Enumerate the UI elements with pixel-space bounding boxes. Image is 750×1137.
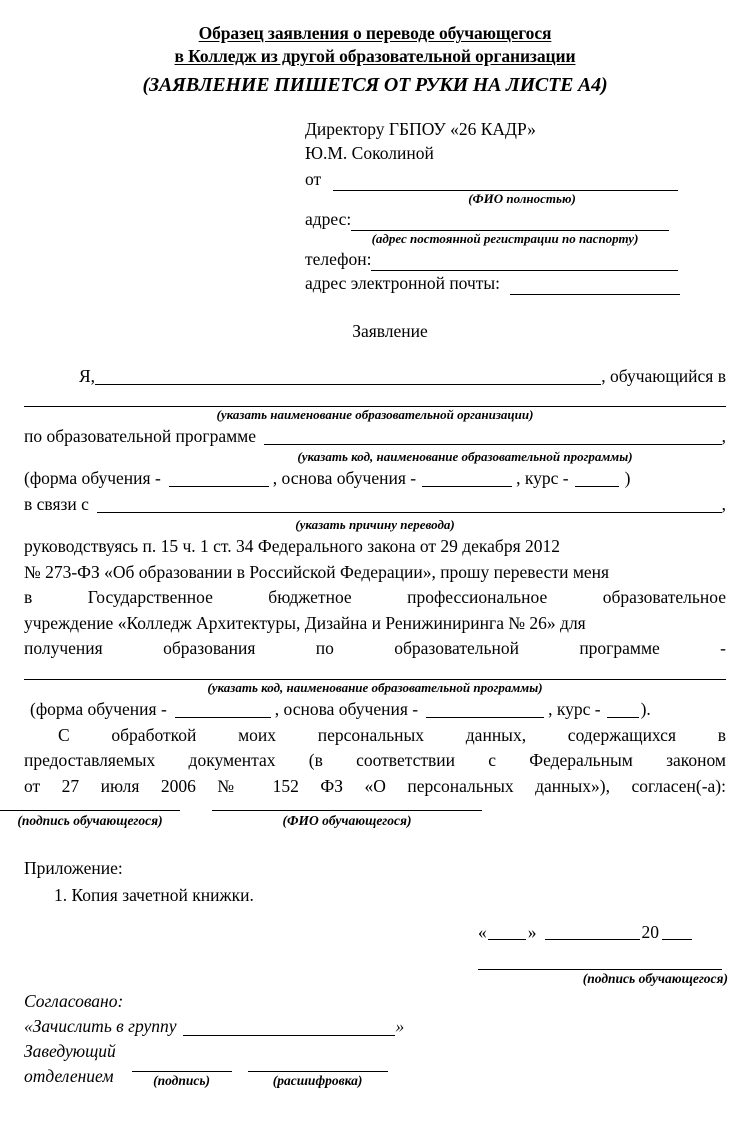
date-quote-open: «: [478, 922, 487, 942]
law-paragraph-line-2: № 273-ФЗ «Об образовании в Российской Федерации», прошу перевести меня: [24, 561, 610, 582]
from-field[interactable]: [333, 175, 678, 191]
address-field[interactable]: [351, 215, 669, 231]
form-course-label: , курс -: [516, 468, 569, 488]
statement-heading: Заявление: [352, 321, 428, 341]
from-label: от: [305, 169, 322, 189]
form-close-label: ): [624, 468, 631, 488]
law-paragraph-line-4: учреждение «Колледж Архитектуры, Дизайна и Ренижиниринга № 26» для: [24, 612, 586, 633]
form2-row: [24, 697, 726, 722]
address-caption: (адрес постоянной регистрации по паспорту): [371, 231, 639, 246]
form2-basis-label: , основа обучения -: [274, 698, 419, 719]
address-label: адрес:: [305, 209, 352, 229]
address-row: [305, 207, 705, 231]
student-signature-row: [0, 810, 726, 830]
title-line-3: (ЗАЯВЛЕНИЕ ПИШЕТСЯ ОТ РУКИ НА ЛИСТЕ А4): [142, 74, 608, 96]
approval-name-cell: [248, 1071, 388, 1089]
reason-field[interactable]: [97, 496, 722, 513]
date-row: [478, 921, 730, 943]
phone-label: телефон:: [305, 249, 372, 269]
program2-caption: (указать код, наименование образовательной программы): [207, 679, 543, 695]
student-fullname-caption: (ФИО обучающегося): [282, 813, 412, 828]
appendix-item-1: 1. Копия зачетной книжки.: [54, 885, 254, 905]
approval-group-row: [24, 1014, 724, 1039]
consent-line-2: предоставляемых документах (в соответствии с Федеральным законом: [24, 750, 726, 770]
reason-row: [24, 492, 726, 517]
approval-head-line-1: Заведующий: [24, 1041, 116, 1061]
date-year-prefix: 20: [641, 922, 659, 942]
approval-name-caption: (расшифровка): [272, 1073, 363, 1088]
from-row: [305, 167, 705, 191]
consent-line-3: от 27 июля 2006 № 152 ФЗ «О персональных данных»), согласен(-а):: [24, 775, 726, 796]
student-signature-cell: [0, 810, 180, 830]
appendix-block: [24, 856, 726, 908]
law-paragraph-line-3: в Государственное бюджетное профессиональное образовательное: [24, 587, 726, 607]
program-field[interactable]: [264, 428, 722, 445]
form-basis-label: , основа обучения -: [272, 468, 417, 488]
student-suffix: , обучающийся в: [601, 366, 726, 386]
title-line-2-text: в Колледж из другой образовательной организации: [174, 46, 576, 66]
basis2-field[interactable]: [426, 702, 544, 718]
email-row: [305, 271, 705, 295]
basis-field[interactable]: [422, 471, 512, 487]
course-field[interactable]: [575, 471, 619, 487]
form-open-label: (форма обучения -: [24, 468, 161, 488]
date-day-field[interactable]: [488, 924, 526, 940]
program-label: по образовательной программе: [24, 426, 257, 446]
document-title-block: [0, 0, 750, 99]
program-comma: ,: [721, 426, 726, 446]
organization-caption: (указать наименование образовательной организации): [216, 407, 534, 422]
approval-enroll-prefix: «Зачислить в группу: [24, 1016, 177, 1036]
form2-close-label: ).: [640, 698, 651, 719]
approval-block: [24, 989, 724, 1089]
form-field[interactable]: [169, 471, 269, 487]
from-caption: (ФИО полностью): [468, 191, 576, 206]
approval-head-line-2: отделением: [24, 1066, 114, 1086]
consent-line-1: С обработкой моих персональных данных, содержащихся в: [58, 724, 726, 745]
date-year-field[interactable]: [662, 924, 692, 940]
approval-signature-row: [24, 1064, 724, 1089]
student-signature-caption: (подпись обучающегося): [17, 813, 163, 828]
appendix-label: Приложение:: [24, 858, 123, 878]
approval-enroll-suffix: »: [395, 1016, 405, 1036]
date-month-field[interactable]: [545, 924, 640, 940]
law-paragraph-line-1: руководствуясь п. 15 ч. 1 ст. 34 Федерального закона от 29 декабря 2012: [24, 536, 561, 556]
date-block: [478, 921, 730, 988]
consent-paragraph: [24, 723, 726, 800]
program-row: [24, 424, 726, 449]
student-row: [24, 364, 726, 389]
form-row: [24, 466, 726, 491]
program-caption: (указать код, наименование образовательной программы): [297, 449, 633, 464]
approval-signature-caption: (подпись): [153, 1073, 211, 1088]
email-field[interactable]: [510, 279, 680, 295]
statement-body: [0, 364, 750, 908]
title-line-2: [0, 45, 750, 68]
email-label: адрес электронной почты:: [305, 273, 501, 293]
form2-course-label: , курс -: [548, 698, 601, 719]
student-i-label: Я,: [79, 366, 96, 386]
date-signature-caption: (подпись обучающегося): [582, 971, 728, 986]
reason-caption: (указать причину перевода): [295, 517, 455, 532]
addressee-director-name: Ю.М. Соколиной: [305, 143, 434, 163]
phone-row: [305, 247, 705, 271]
phone-field[interactable]: [371, 255, 678, 271]
form2-open-label: (форма обучения -: [30, 698, 167, 719]
approval-group-field[interactable]: [183, 1019, 395, 1036]
student-name-cell: [212, 810, 482, 830]
addressee-director: Директору ГБПОУ «26 КАДР»: [305, 119, 536, 139]
title-line-1-text: Образец заявления о переводе обучающегося: [198, 23, 552, 43]
approval-label: Согласовано:: [24, 991, 124, 1011]
student-name-field[interactable]: [95, 368, 601, 385]
reason-label: в связи с: [24, 494, 89, 514]
addressee-block: [305, 117, 705, 295]
form2-field[interactable]: [175, 702, 271, 718]
course2-field[interactable]: [607, 702, 639, 718]
law-paragraph-line-5: получения образования по образовательной программе -: [24, 638, 726, 658]
reason-comma: ,: [721, 494, 726, 514]
title-line-1: [0, 22, 750, 45]
approval-signature-cell: [132, 1071, 232, 1089]
date-quote-close: »: [527, 922, 537, 942]
law-paragraph: [24, 534, 726, 662]
